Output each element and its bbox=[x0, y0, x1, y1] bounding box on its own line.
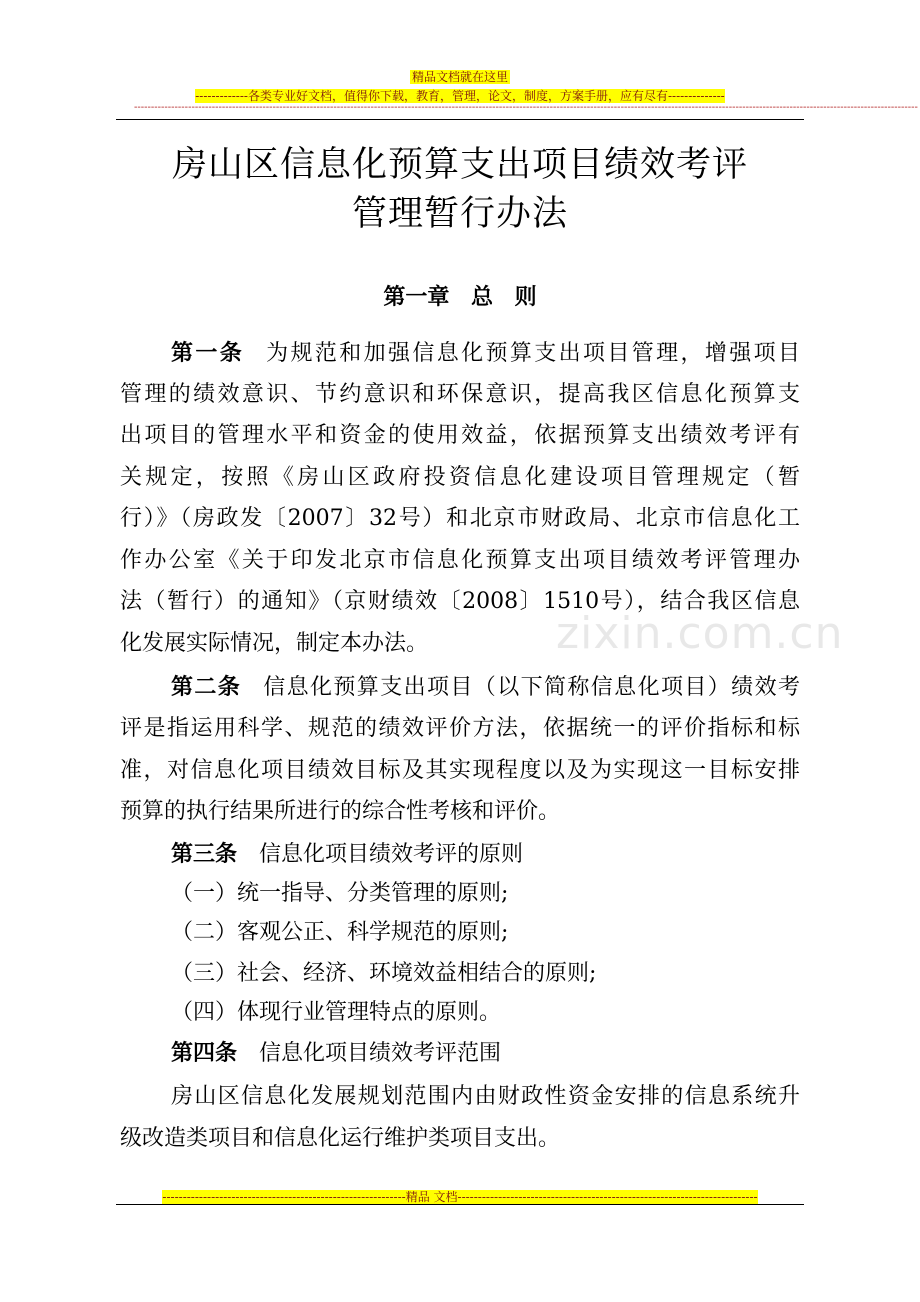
article-3-text: 信息化项目绩效考评的原则 bbox=[259, 842, 524, 867]
document-title-line-2: 管理暂行办法 bbox=[351, 194, 568, 234]
article-1-text: 为规范和加强信息化预算支出项目管理，增强项目 bbox=[266, 341, 800, 366]
article-3-item-2: （二）客观公正、科学规范的原则; bbox=[171, 920, 509, 945]
header-dashed-line: ---------------------------------------------------------------------------------------------------------------------------------------------------------------------------------------------------------------------------------------- bbox=[134, 102, 918, 113]
article-1-line-6: 作办公室《关于印发北京市信息化预算支出项目绩效考评管理办 bbox=[120, 548, 800, 573]
article-3-item-3: （三）社会、经济、环境效益相结合的原则; bbox=[171, 961, 597, 986]
article-1-line-3: 出项目的管理水平和资金的使用效益，依据预算支出绩效考评有 bbox=[120, 423, 800, 448]
article-1-line-5: 行）》（房政发〔2007〕32号）和北京市财政局、北京市信息化工 bbox=[120, 506, 801, 531]
article-3-label: 第三条 bbox=[171, 842, 238, 867]
document-title-line-1: 房山区信息化预算支出项目绩效考评 bbox=[171, 145, 748, 185]
article-3-item-4: （四）体现行业管理特点的原则。 bbox=[171, 1000, 502, 1025]
article-2-text: 信息化预算支出项目（以下简称信息化项目）绩效考 bbox=[263, 675, 800, 700]
article-1-line-4: 关规定，按照《房山区政府投资信息化建设项目管理规定（暂 bbox=[120, 465, 800, 490]
article-4-text: 信息化项目绩效考评范围 bbox=[259, 1041, 502, 1066]
article-2-line-2: 评是指运用科学、规范的绩效评价方法，依据统一的评价指标和标 bbox=[120, 716, 800, 741]
article-1-line-2: 管理的绩效意识、节约意识和环保意识，提高我区信息化预算支 bbox=[120, 382, 800, 407]
article-1-line-8: 化发展实际情况，制定本办法。 bbox=[120, 631, 429, 656]
header-banner-top-text: 精品文档就在这里 bbox=[411, 70, 508, 84]
article-2-line-4: 预算的执行结果所进行的综合性考核和评价。 bbox=[120, 799, 561, 824]
header-banner-line-text: -------------各类专业好文档，值得你下载，教育，管理，论文，制度，方案手册，应有尽有-------------- bbox=[195, 89, 725, 103]
watermark: zixin.com.cn bbox=[556, 608, 844, 659]
article-1-line-1 bbox=[171, 339, 800, 369]
article-3-heading bbox=[171, 840, 800, 870]
article-4-heading bbox=[171, 1039, 800, 1069]
article-1-line-7: 法（暂行）的通知》（京财绩效〔2008〕1510号），结合我区信息 bbox=[120, 589, 800, 614]
article-4-label: 第四条 bbox=[171, 1041, 238, 1066]
article-2-line-1 bbox=[171, 673, 800, 703]
article-4-line-2: 级改造类项目和信息化运行维护类项目支出。 bbox=[120, 1126, 561, 1151]
article-4-line-1: 房山区信息化发展规划范围内由财政性资金安排的信息系统升 bbox=[171, 1084, 800, 1109]
article-2-label: 第二条 bbox=[171, 675, 242, 700]
article-3-item-1: （一）统一指导、分类管理的原则; bbox=[171, 881, 509, 906]
header-rule bbox=[116, 119, 804, 120]
chapter-heading: 第一章 总 则 bbox=[383, 285, 537, 310]
header-banner-top bbox=[0, 66, 920, 85]
article-1-label: 第一条 bbox=[171, 341, 245, 366]
footer-banner-text: ------------------------------------------------------------精品 文档-------------------------------------------------------------------------- bbox=[162, 1190, 758, 1204]
footer-rule bbox=[116, 1204, 804, 1205]
article-2-line-3: 准，对信息化项目绩效目标及其实现程度以及为实现这一目标安排 bbox=[120, 758, 800, 783]
footer-banner bbox=[134, 1186, 786, 1205]
